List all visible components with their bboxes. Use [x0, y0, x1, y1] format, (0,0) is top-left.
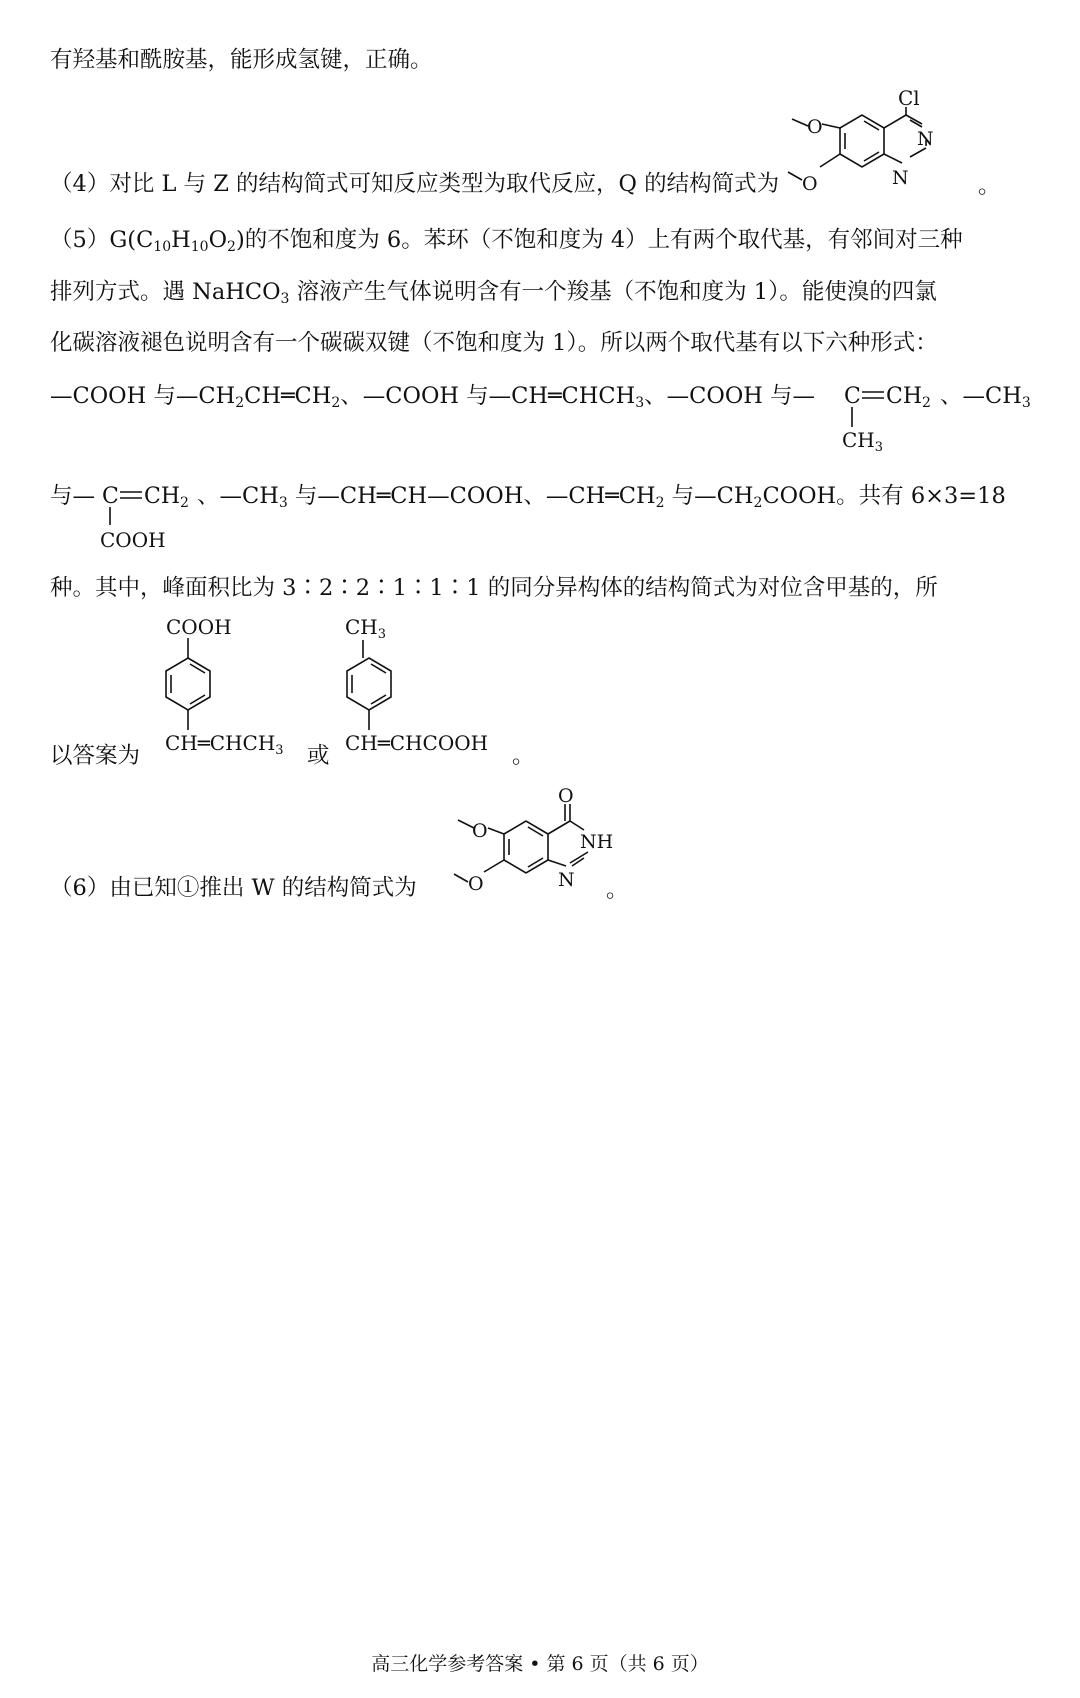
side-chain-label: CH═CHCOOH	[345, 731, 489, 755]
nitrogen-label: N	[917, 128, 934, 150]
paragraph-text: （6）由已知①推出 W 的结构简式为	[50, 875, 417, 901]
or-word: 或	[307, 743, 330, 769]
page-footer: 高三化学参考答案 • 第 6 页（共 6 页）	[371, 1653, 709, 1675]
period: 。	[606, 877, 629, 903]
text-line-6	[50, 872, 450, 904]
text-line-5g: 以答案为	[50, 743, 141, 769]
benzene-ring	[347, 658, 391, 710]
ch2-label: CH2	[144, 484, 189, 511]
branch-structure-1	[842, 375, 952, 455]
nitrogen-label: N	[558, 869, 575, 891]
text-line-5c: 化碳溶液褪色说明含有一个碳碳双键（不饱和度为 1）。所以两个取代基有以下六种形式：	[50, 330, 938, 356]
branch-structure-2	[100, 475, 210, 555]
nitrogen-label: N	[892, 167, 909, 189]
oxygen-label: O	[807, 116, 823, 138]
oxygen-label: O	[472, 820, 488, 842]
text-line-5e: 、$—CH_3$ 与—CH═CH—COOH、$—CH═CH_2$ 与$—CH_2COOH$。共有 6×3=18	[197, 483, 1006, 511]
paragraph-text: 有羟基和酰胺基，能形成氢键，正确。	[50, 47, 433, 73]
period: 。	[512, 743, 535, 769]
text-line-5b: 排列方式。遇 NaHCO$_3$ 溶液产生气体说明含有一个羧基（不饱和度为 1）。能使溴的四氯	[50, 279, 937, 307]
text-line-5d-end: 、$—CH_3$	[940, 383, 1031, 411]
carbon-label: C	[102, 484, 119, 509]
text-line-4	[50, 168, 870, 200]
text-line-5f: 种。其中，峰面积比为 3∶2∶2∶1∶1∶1 的同分异构体的结构简式为对位含甲基的，所	[50, 575, 938, 601]
paragraph-text: （4）对比 L 与 Z 的结构简式可知反应类型为取代反应，Q 的结构简式为	[50, 171, 780, 197]
side-chain-label: $CH═CHCH_3$	[165, 731, 284, 758]
nh-label: NH	[580, 831, 614, 853]
benzene-ring	[504, 821, 548, 873]
oxygen-label: O	[802, 173, 818, 195]
benzene-ring	[166, 658, 210, 710]
text-line-5d: —COOH 与$—CH_2CH═CH_2$、—COOH 与$—CH═CHCH_3$、—COOH 与—	[50, 383, 816, 411]
cooh-label: COOH	[100, 528, 166, 552]
cooh-label: COOH	[166, 615, 232, 639]
text-line-1	[50, 44, 1040, 76]
period: 。	[978, 173, 1001, 199]
answer-structure-1	[160, 612, 320, 782]
chlorine-label: Cl	[898, 86, 920, 110]
benzene-ring	[840, 115, 884, 167]
structure-w	[438, 785, 618, 900]
oxygen-label: O	[468, 873, 484, 895]
oxygen-label: O	[558, 785, 574, 807]
ch2-label: CH2	[886, 384, 931, 411]
carbon-label: C	[844, 384, 861, 409]
ch3-label: $CH_3$	[345, 615, 387, 642]
ch3-label: $CH_3$	[842, 428, 884, 455]
text-line-5a: $(5)G(C_{10}H_{10}O_2)$的不饱和度为 6。苯环（不饱和度为 4）上有两个取代基，有邻间对三种	[50, 227, 963, 255]
text-line-5e-start: 与—	[50, 483, 96, 509]
